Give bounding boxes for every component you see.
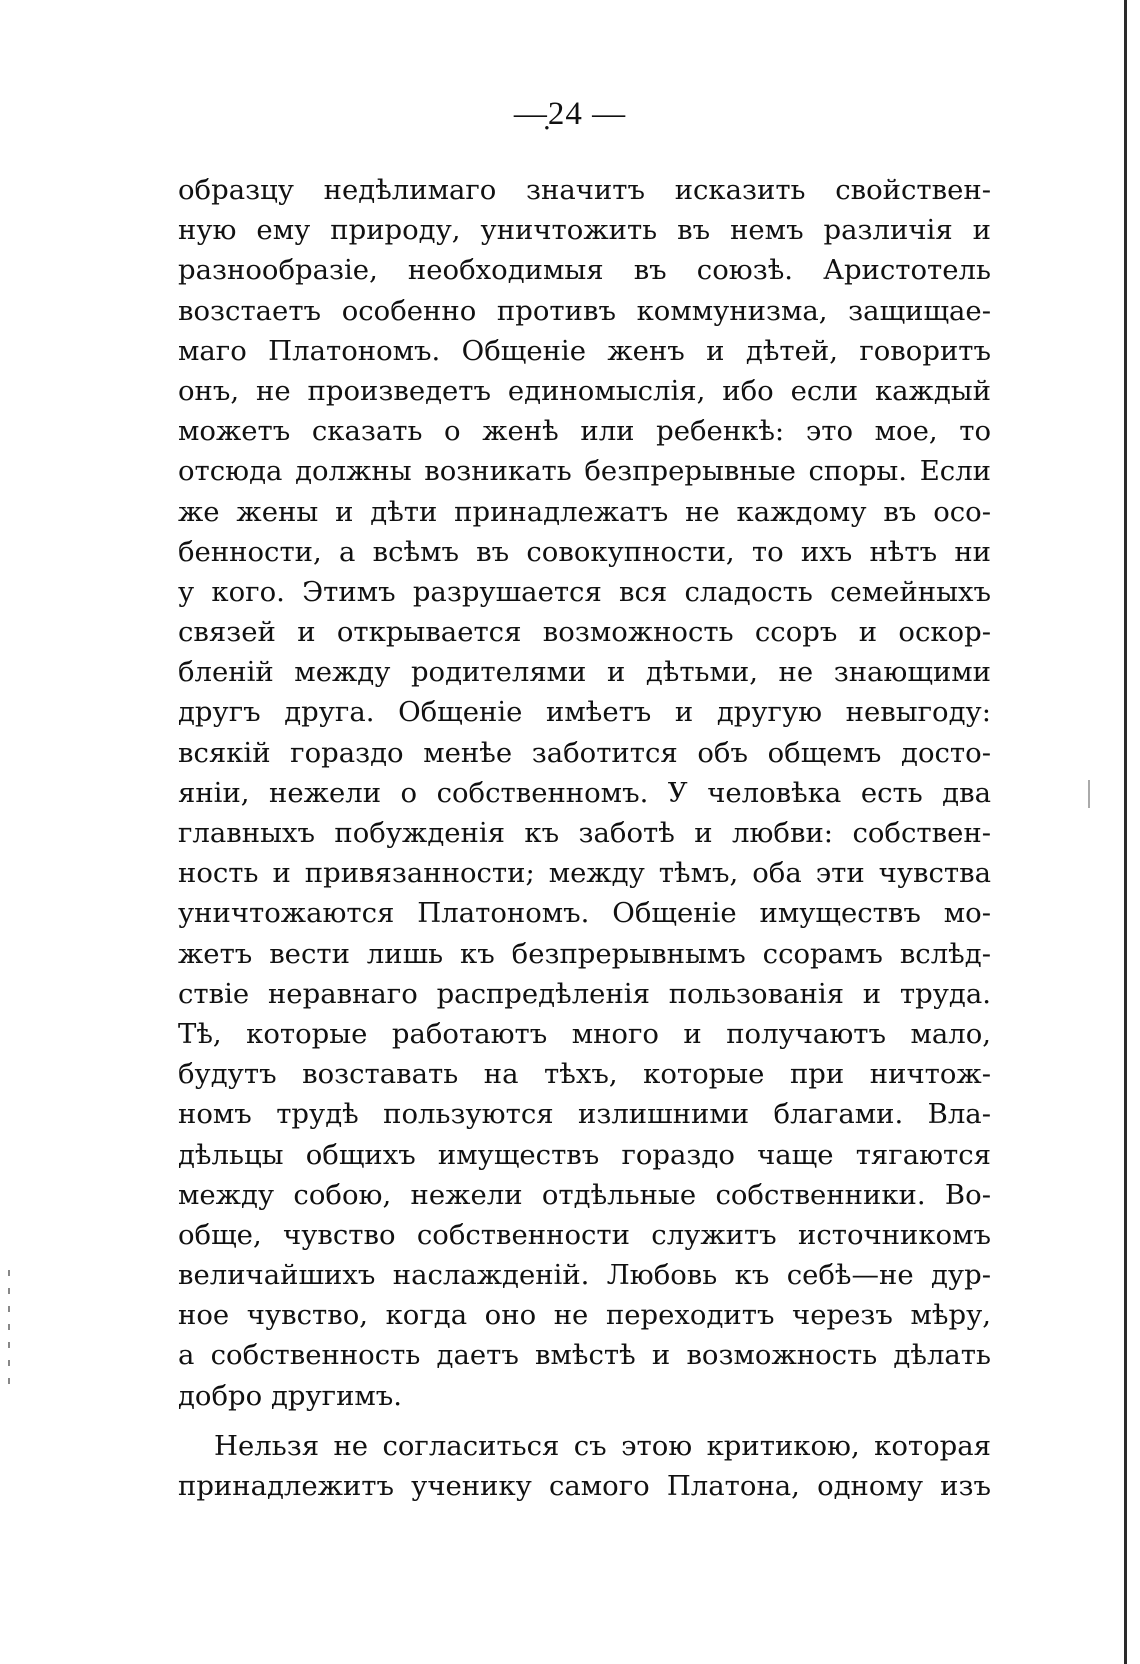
text-line: же жены и дѣти принадлежатъ не каждому въ осо- [178, 495, 991, 528]
scan-edge-mark [1088, 780, 1090, 808]
text-line: отсюда должны возникать безпрерывные споры. Если [178, 455, 991, 488]
text-line: ную ему природу, уничтожить въ немъ различія и [178, 214, 991, 247]
text-line: принадлежитъ ученику самого Платона, одному изъ [178, 1470, 991, 1502]
text-line: бленій между родителями и дѣтьми, не знающими [178, 656, 991, 689]
text-line: ное чувство, когда оно не переходитъ черезъ мѣру, [178, 1299, 991, 1332]
text-line: ствіе неравнаго распредѣленія пользованія и труда. [178, 977, 991, 1010]
text-line: разнообразіе, необходимыя въ союзѣ. Аристотель [178, 254, 991, 287]
text-line: онъ, не произведетъ единомыслія, ибо если каждый [178, 374, 991, 407]
body-text [178, 170, 991, 1506]
text-line: связей и открывается возможность ссоръ и оскор- [178, 616, 991, 649]
text-line: обще, чувство собственности служитъ источникомъ [178, 1218, 991, 1251]
text-line: а собственность даетъ вмѣстѣ и возможность дѣлать [178, 1339, 991, 1372]
text-line: главныхъ побужденія къ заботѣ и любви: собствен- [178, 817, 991, 849]
text-line: величайшихъ наслажденій. Любовь къ себѣ—не дур- [178, 1259, 991, 1292]
text-line: уничтожаются Платономъ. Общеніе имуществъ мо- [178, 897, 991, 930]
paragraph-2 [178, 1426, 991, 1506]
paragraph-gap [178, 1416, 991, 1426]
text-line: всякій гораздо менѣе заботится объ общемъ досто- [178, 736, 991, 769]
text-line: ность и привязанности; между тѣмъ, оба эти чувства [178, 857, 991, 890]
text-line: другъ друга. Общеніе имѣетъ и другую невыгоду: [178, 696, 991, 729]
text-line: дѣльцы общихъ имуществъ гораздо чаще тягаются [178, 1138, 991, 1171]
text-line: яніи, нежели о собственномъ. У человѣка есть два [178, 776, 991, 809]
text-line: жетъ вести лишь къ безпрерывнымъ ссорамъ вслѣд- [178, 937, 991, 970]
scan-edge-marks [8, 1270, 10, 1390]
text-line: Тѣ, которые работаютъ много и получаютъ мало, [178, 1017, 991, 1050]
text-line: Нельзя не согласиться съ этою критикою, которая [214, 1429, 991, 1462]
text-line: номъ трудѣ пользуются излишними благами. Вла- [178, 1098, 991, 1131]
page-number: —̣24 — [513, 96, 627, 132]
paragraph-1 [178, 170, 991, 1416]
text-line: маго Платономъ. Общеніе женъ и дѣтей, говоритъ [178, 334, 991, 367]
text-line: добро другимъ. [178, 1379, 403, 1412]
text-line: бенности, а всѣмъ въ совокупности, то ихъ нѣтъ ни [178, 535, 991, 568]
text-line: возстаетъ особенно противъ коммунизма, защищае- [178, 294, 991, 327]
text-line: между собою, нежели отдѣльные собственники. Во- [178, 1178, 991, 1211]
page-edge-shadow [1124, 0, 1127, 1664]
text-line: будутъ возставать на тѣхъ, которые при ничтож- [178, 1058, 991, 1091]
text-line: можетъ сказать о женѣ или ребенкѣ: это мое, то [178, 415, 991, 448]
text-line: образцу недѣлимаго значитъ исказить свойствен- [178, 174, 991, 206]
text-line: у кого. Этимъ разрушается вся сладость семейныхъ [178, 575, 991, 608]
